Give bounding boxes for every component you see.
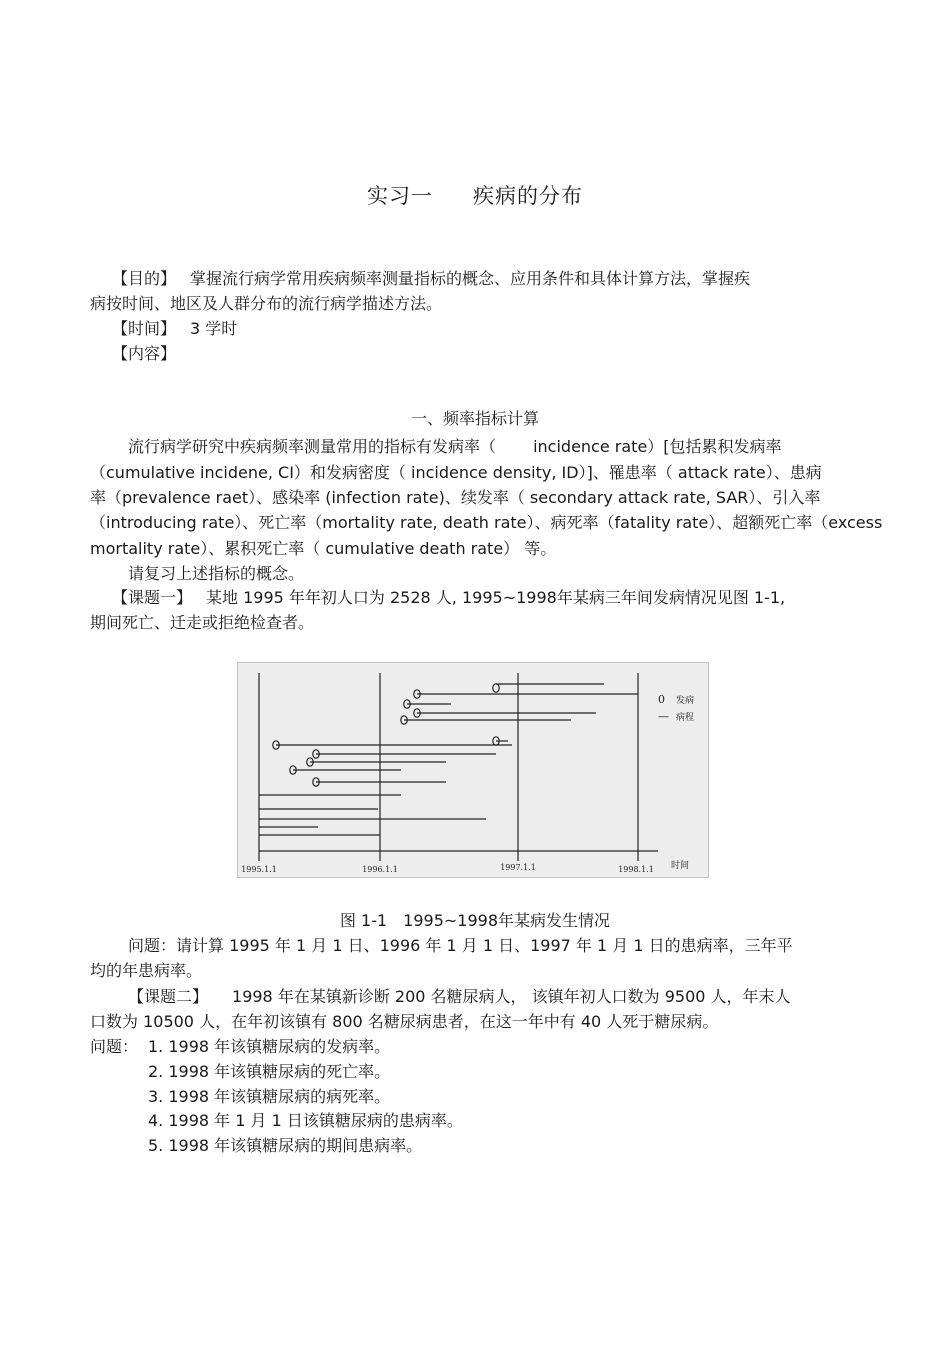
question-item-3: 3. 1998 年该镇糖尿病的病死率。 [148,1087,391,1106]
question1-line2: 均的年患病率。 [90,961,203,980]
disease-course-figure [237,662,709,878]
content-label: 【内容】 [112,344,177,363]
questions-prefix: 问题： [90,1037,139,1056]
time-line [112,318,237,340]
page-title [0,180,950,210]
para1-line2: （cumulative incidene, CI）和发病密度（ incidence density, ID）]、罹患率（ attack rate）、患病 [90,463,822,482]
task1-text-1: 某地 1995 年年初人口为 2528 人, 1995~1998年某病三年间发病情况见图 1-1, [206,588,786,607]
tick-label-1997: 1997.1.1 [500,863,536,872]
task2-line2: 口数为 10500 人，在年初该镇有 800 名糖尿病患者，在这一年中有 40 人死于糖尿病。 [90,1012,719,1031]
para1-line5: mortality rate）、累积死亡率（ cumulative death rate） 等。 [90,539,557,558]
task1-label: 【课题一】 [112,588,193,607]
legend-onset-symbol: 0 [658,693,665,706]
task2-line1 [128,986,791,1008]
figure-svg [238,663,708,877]
para1-line4: （introducing rate）、死亡率（mortality rate, death rate）、病死率（fatality rate）、超额死亡率（excess [90,513,883,532]
legend-onset-label: 发病 [676,696,695,706]
title-part2: 疾病的分布 [473,184,583,208]
question-item-4: 4. 1998 年 1 月 1 日该镇糖尿病的患病率。 [148,1111,463,1130]
legend-course-symbol: — [658,710,669,723]
task1-line2: 期间死亡、迁走或拒绝检查者。 [90,613,315,632]
onset-marker [493,684,499,692]
purpose-label: 【目的】 [112,269,177,288]
question-item-2: 2. 1998 年该镇糖尿病的死亡率。 [148,1062,391,1081]
para1-line3: 率（prevalence raet）、感染率 (infection rate)、续发率（ secondary attack rate, SAR）、引入率 [90,488,821,507]
legend-course-label: 病程 [676,713,695,723]
para1-line1: 流行病学研究中疾病频率测量常用的指标有发病率（ incidence rate）[包括累积发病率 [128,437,782,456]
time-value: 3 学时 [190,319,238,338]
question1-line1: 问题：请计算 1995 年 1 月 1 日、1996 年 1 月 1 日、1997 年 1 月 1 日的患病率，三年平 [128,936,793,955]
purpose-line1 [112,268,750,290]
purpose-text-1: 掌握流行病学常用疾病频率测量指标的概念、应用条件和具体计算方法，掌握疾 [190,269,751,288]
time-label: 【时间】 [112,319,177,338]
task1-line1 [112,587,785,609]
task2-label: 【课题二】 [128,987,209,1006]
section-heading: 一、频率指标计算 [410,409,539,428]
question-item-1: 1. 1998 年该镇糖尿病的发病率。 [148,1037,391,1056]
review-line: 请复习上述指标的概念。 [128,564,305,583]
tick-label-1996: 1996.1.1 [362,865,398,874]
tick-label-1995: 1995.1.1 [241,865,277,874]
question-item-5: 5. 1998 年该镇糖尿病的期间患病率。 [148,1136,423,1155]
axis-time-label: 时间 [671,861,690,871]
purpose-line2: 病按时间、地区及人群分布的流行病学描述方法。 [90,294,443,313]
figure-caption: 图 1-1 1995~1998年某病发生情况 [339,911,611,930]
tick-label-1998: 1998.1.1 [618,865,654,874]
title-part1: 实习一 [367,184,433,208]
task2-text-1: 1998 年在某镇新诊断 200 名糖尿病人， 该镇年初人口数为 9500 人，年末人 [232,987,791,1006]
